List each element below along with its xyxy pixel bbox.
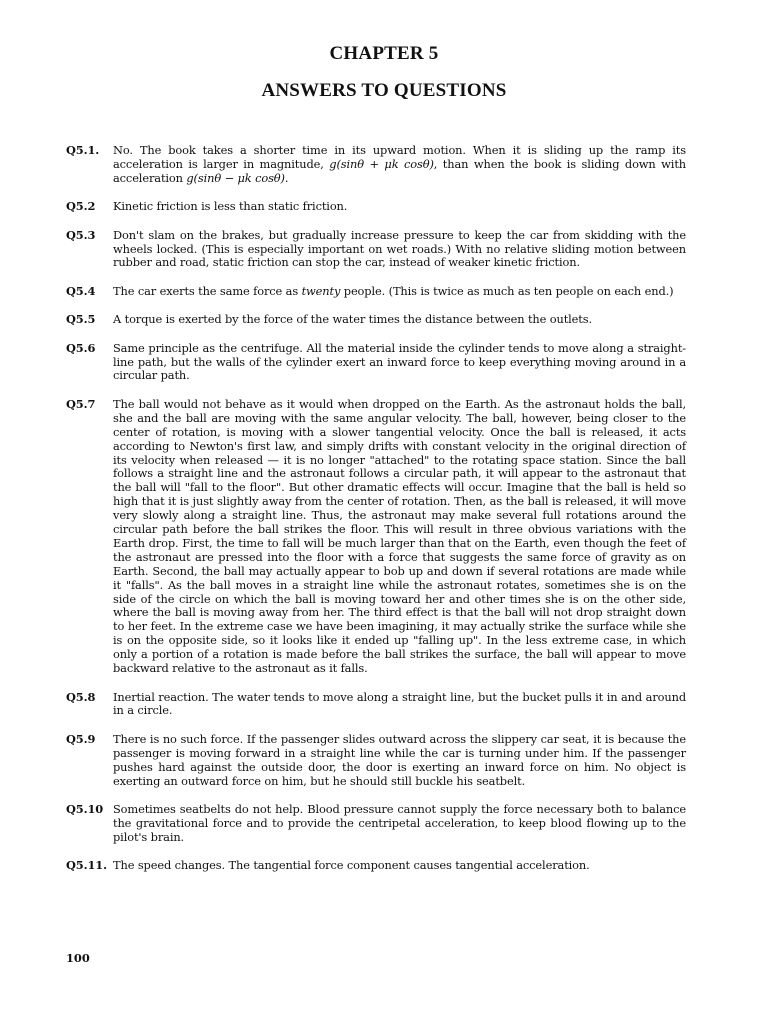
question-number: Q5.7	[66, 396, 96, 411]
answer-text: The speed changes. The tangential force component causes tangential acceleration.	[113, 858, 590, 873]
formula-down: g(sinθ − μk cosθ)	[186, 170, 285, 185]
chapter-title: CHAPTER 5	[329, 43, 439, 64]
question-number: Q5.1.	[66, 143, 100, 157]
answer-text: There is no such force. If the passenger slides outward across the slippery car seat, it is because the passenger is moving forward in a straight line while the car is turning under him. If the passenger pushes hard against the outside door, the door is exerting an inward force on him. No object is exerting an outward force on him, but he should still buckle his seatbelt.	[113, 731, 686, 788]
answer-item	[66, 200, 686, 214]
answer-text: Kinetic friction is less than static friction.	[113, 199, 348, 214]
answer-item	[66, 285, 686, 299]
formula-up: g(sinθ + μk cosθ)	[329, 156, 434, 171]
answer-item	[66, 803, 686, 845]
question-number: Q5.10	[66, 801, 104, 816]
question-number: Q5.8	[66, 689, 96, 704]
question-number: Q5.2	[66, 199, 96, 214]
answer-text: No. The book takes a shorter time in its upward motion. When it is sliding up the ramp its acceleration is larger in magnitude, g(sinθ + μk cosθ), than when the book is sliding down with acceleration g(sinθ − μk cosθ).	[113, 143, 686, 185]
question-number: Q5.9	[66, 731, 96, 746]
answer-text: Don't slam on the brakes, but gradually increase pressure to keep the car from skidding with the wheels locked. (This is especially important on wet roads.) With no relative sliding motion between rubber and road, static friction can stop the car, instead of weaker kinetic friction.	[113, 227, 686, 270]
answer-text: A torque is exerted by the force of the water times the distance between the outlets.	[113, 312, 592, 327]
answer-item	[66, 398, 686, 676]
answer-item	[66, 691, 686, 719]
answer-item	[66, 229, 686, 271]
page-number: 100	[66, 951, 90, 965]
question-number: Q5.4	[66, 283, 96, 298]
question-number: Q5.5	[66, 312, 96, 327]
answer-item	[66, 859, 686, 873]
answer-text: Same principle as the centrifuge. All the material inside the cylinder tends to move along a straight-line path, but the walls of the cylinder exert an inward force to keep everything moving around in a circular path.	[113, 340, 686, 383]
answer-text: The ball would not behave as it would when dropped on the Earth. As the astronaut holds the ball, she and the ball are moving with the same angular velocity. The ball, however, being closer to the center of rotation, is moving with a slower tangential velocity. Once the ball is released, it acts according to Newton's first law, and simply drifts with constant velocity in the original direction of its velocity when released — it is no longer "attached" to the rotating space station. Since the ball follows a straight line and the astronaut follows a circular path, it will appear to the astronaut that the ball will "fall to the floor". But other dramatic effects will occur. Imagine that the ball is held so high that it is just slightly away from the center of rotation. Then, as the ball is released, it will move very slowly along a straight line. Thus, the astronaut may make several full rotations around the circular path before the ball strikes the floor. This will result in three obvious variations with the Earth drop. First, the time to fall will be much larger than that on the Earth, even though the feet of the astronaut are pressed into the floor with a force that suggests the same force of gravity as on Earth. Second, the ball may actually appear to bob up and down if several rotations are made while it "falls". As the ball moves in a straight line while the astronaut rotates, sometimes she is on the side of the circle on which the ball is moving toward her and other times she is on the other side, where the ball is moving away from her. The third effect is that the ball will not drop straight down to her feet. In the extreme case we have been imagining, it may actually strike the surface while she is on the opposite side, so it looks like it ended up "falling up". In the less extreme case, in which only a portion of a rotation is made before the ball strikes the surface, the ball will appear to move backward relative to the astronaut as it falls.	[113, 396, 686, 676]
answer-text: Inertial reaction. The water tends to move along a straight line, but the bucket pulls it in and around in a circle.	[113, 689, 686, 718]
answers-list	[66, 144, 686, 888]
answer-item	[66, 144, 686, 186]
answer-text: The car exerts the same force as twenty people. (This is twice as much as ten people on each end.)	[113, 283, 674, 298]
answer-text: Sometimes seatbelts do not help. Blood pressure cannot supply the force necessary both to balance the gravitational force and to provide the centripetal acceleration, to keep blood flowing up to the pilot's brain.	[113, 801, 686, 844]
question-number: Q5.3	[66, 227, 96, 242]
answer-item	[66, 733, 686, 789]
chapter-subtitle: ANSWERS TO QUESTIONS	[261, 80, 507, 101]
question-number: Q5.6	[66, 340, 96, 355]
question-number: Q5.11.	[66, 858, 107, 873]
answer-item	[66, 342, 686, 384]
answer-item	[66, 313, 686, 327]
emphasis-twenty: twenty	[301, 283, 341, 298]
